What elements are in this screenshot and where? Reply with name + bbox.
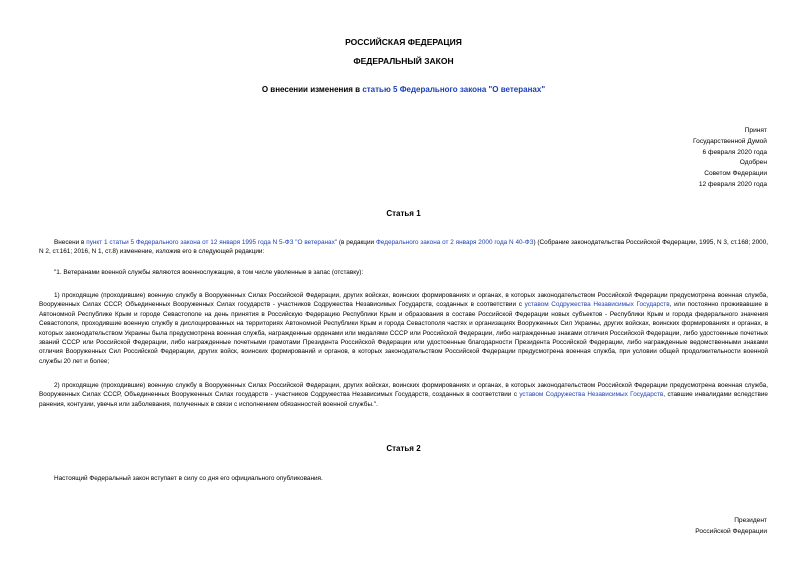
article-1-paragraph-4 xyxy=(39,381,768,409)
text-fragment: ) (Собрание законодательства Российской Федерации, 1995, N 3, ст.168; 2000, N 2, ст.161; 2016, N 1, ст.8) изменение, изложив его в следующей редакции: xyxy=(39,239,769,256)
text-fragment: 2) проходящие (проходившие) военную службу в Вооруженных Силах Российской Федерации, других войсках, воинских формированиях и органах, в которых законодательством Российской Федерации предусмотрена военная служба, Вооруженных Силах СССР, Объединенных Вооруженных Силах государств - участников Содружества Независимых Государств, созданных в соответствии с xyxy=(39,382,768,399)
law-reference-link[interactable]: Федерального закона от 2 января 2000 года N 40-ФЗ xyxy=(375,239,534,246)
adoption-line: Одобрен xyxy=(739,159,767,167)
adoption-block xyxy=(693,126,767,191)
adoption-line: 6 февраля 2020 года xyxy=(702,148,767,156)
text-fragment: , или постоянно проживавшие в Автономной Республике Крым и городе Севастополе на день принятия в Российскую Федерацию Республики Крым и образования в составе Российской Федерации новых субъектов - Республики Крым и города федерального значения Севастополя, проходившие военную службу в дислоцированных на территориях Автономной Республики Крым и города Севастополя частях и организациях Вооруженных Сил Украины, других войсках, воинских формированиях и органах, в которых законодательством Украины была предусмотрена военная служба, награжденные орденами или медалями СССР или Российской Федерации, либо награжденные знаками отличия Российской Федерации, либо удостоенные почетных званий СССР или Российской Федерации, либо награжденные почетными грамотами Президента Российской Федерации или удостоенные благодарности Президента Российской Федерации, либо награжденные ведомственными знаками отличия Вооруженных Сил Российской Федерации, других войск, воинских формирований и органов, в которых законодательством Российской Федерации предусмотрена военная служба, при условии общей продолжительности военной службы 20 лет и более; xyxy=(39,301,768,365)
law-title-link[interactable]: статью 5 Федерального закона "О ветеранах" xyxy=(362,85,546,94)
text-fragment: (в редакции xyxy=(337,239,376,246)
article-1-heading: Статья 1 xyxy=(386,209,421,218)
signature-line: Президент xyxy=(734,517,767,524)
law-title-prefix: О внесении изменения в xyxy=(261,85,363,94)
article-1-paragraph-1 xyxy=(39,238,768,257)
signature-line: Российской Федерации xyxy=(695,527,767,535)
charter-link[interactable]: уставом Содружества Независимых Государств xyxy=(524,301,670,309)
article-2-heading: Статья 2 xyxy=(386,444,421,453)
adoption-line: Государственной Думой xyxy=(693,137,767,145)
law-type-heading: ФЕДЕРАЛЬНЫЙ ЗАКОН xyxy=(353,56,454,66)
country-heading: РОССИЙСКАЯ ФЕДЕРАЦИЯ xyxy=(345,37,462,47)
text-fragment: , ставшие инвалидами вследствие ранения, контузии, увечья или заболевания, полученных в связи с исполнением обязанностей военной службы.". xyxy=(39,391,768,408)
adoption-line: Принят xyxy=(744,127,767,134)
article-1-paragraph-3 xyxy=(39,291,768,366)
adoption-line: Советом Федерации xyxy=(704,170,767,178)
signature-block xyxy=(695,516,767,537)
article-2-paragraph-1: Настоящий Федеральный закон вступает в силу со дня его официального опубликования. xyxy=(54,475,323,482)
law-title xyxy=(0,85,807,94)
article-1-paragraph-2: "1. Ветеранами военной службы являются военнослужащие, в том числе уволенные в запас (отставку): xyxy=(54,269,364,276)
text-fragment: 1) проходящие (проходившие) военную службу в Вооруженных Силах Российской Федерации, других войсках, воинских формированиях и органах, в которых законодательством Российской Федерации предусмотрена военная служба, Вооруженных Силах СССР, Объединенных Вооруженных Силах государств - участников Содружества Независимых Государств, созданных в соответствии с xyxy=(39,292,768,309)
charter-link[interactable]: уставом Содружества Независимых Государств xyxy=(519,391,664,399)
law-reference-link[interactable]: пункт 1 статьи 5 Федерального закона от 12 января 1995 года N 5-ФЗ "О ветеранах" xyxy=(86,239,338,246)
text-fragment: Внесени в xyxy=(54,239,87,246)
adoption-line: 12 февраля 2020 года xyxy=(698,180,767,188)
